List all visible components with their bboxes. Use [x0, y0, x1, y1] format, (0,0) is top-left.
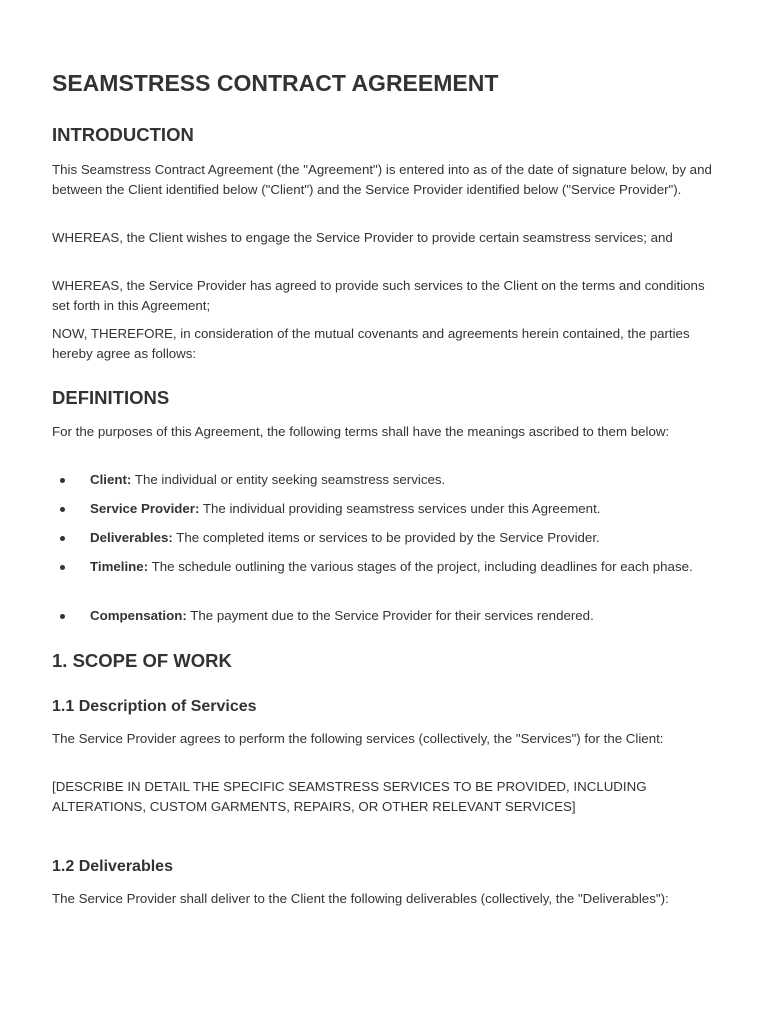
definitions-heading: DEFINITIONS — [52, 387, 170, 408]
bullet-icon — [60, 614, 65, 619]
definition-description: The schedule outlining the various stages of the project, including deadlines for each phase. — [148, 559, 693, 574]
services-placeholder: [DESCRIBE IN DETAIL THE SPECIFIC SEAMSTRESS SERVICES TO BE PROVIDED, INCLUDING ALTERATIONS, CUSTOM GARMENTS, REPAIRS, OR OTHER RELEVANT SERVICES] — [52, 779, 647, 814]
definitions-intro: For the purposes of this Agreement, the following terms shall have the meanings ascribed to them below: — [52, 424, 670, 439]
introduction-paragraph-3: WHEREAS, the Service Provider has agreed to provide such services to the Client on the terms and conditions set forth in this Agreement; — [52, 278, 705, 313]
definition-term: Deliverables: — [90, 530, 173, 545]
definition-text — [90, 557, 710, 577]
definition-description: The completed items or services to be provided by the Service Provider. — [172, 530, 600, 545]
definition-text — [90, 528, 710, 548]
definition-term: Compensation: — [90, 608, 187, 623]
bullet-icon — [60, 507, 65, 512]
services-paragraph: The Service Provider agrees to perform the following services (collectively, the "Services") for the Client: — [52, 731, 664, 746]
definition-text — [90, 470, 710, 490]
definition-term: Timeline: — [90, 559, 149, 574]
introduction-heading: INTRODUCTION — [52, 124, 194, 145]
document-title: SEAMSTRESS CONTRACT AGREEMENT — [52, 70, 499, 96]
definition-text — [90, 606, 710, 626]
definition-description: The payment due to the Service Provider for their services rendered. — [186, 608, 594, 623]
scope-of-work-heading: 1. SCOPE OF WORK — [52, 650, 232, 671]
bullet-icon — [60, 565, 65, 570]
deliverables-heading: 1.2 Deliverables — [52, 858, 173, 875]
introduction-paragraph-2: WHEREAS, the Client wishes to engage the Service Provider to provide certain seamstress services; and — [52, 230, 673, 245]
definition-description: The individual or entity seeking seamstress services. — [131, 472, 446, 487]
definition-term: Client: — [90, 472, 132, 487]
introduction-paragraph-4: NOW, THEREFORE, in consideration of the mutual covenants and agreements herein contained, the parties hereby agree as follows: — [52, 326, 690, 361]
definition-text — [90, 499, 710, 519]
definition-description: The individual providing seamstress services under this Agreement. — [199, 501, 601, 516]
bullet-icon — [60, 536, 65, 541]
description-of-services-heading: 1.1 Description of Services — [52, 698, 257, 715]
deliverables-paragraph: The Service Provider shall deliver to the Client the following deliverables (collectively, the "Deliverables"): — [52, 891, 669, 906]
definition-term: Service Provider: — [90, 501, 200, 516]
introduction-paragraph-1: This Seamstress Contract Agreement (the "Agreement") is entered into as of the date of signature below, by and between the Client identified below ("Client") and the Service Provider identified below ("Service Provider"). — [52, 162, 712, 197]
bullet-icon — [60, 478, 65, 483]
